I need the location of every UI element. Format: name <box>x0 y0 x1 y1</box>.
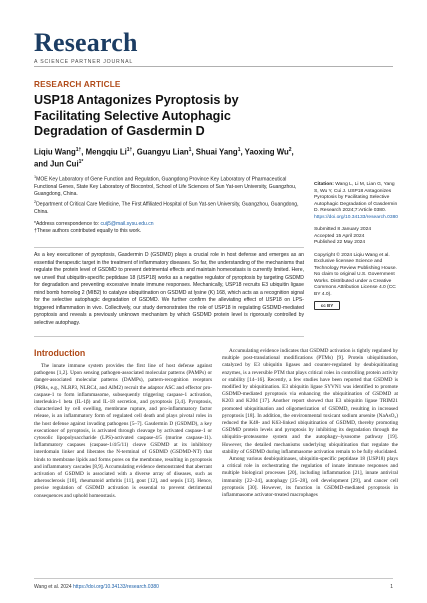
copyright-block <box>314 253 398 311</box>
author-affiliation-marker: 1* <box>78 159 84 166</box>
journal-name: Research <box>34 28 138 57</box>
footer-citation-prefix: Wang et al. 2024 <box>34 584 74 590</box>
author-affiliation-marker: 1 <box>188 146 192 153</box>
citation-doi-link[interactable]: https://doi.org/10.34133/research.0380 <box>314 214 399 220</box>
author-name: Liqiu Wang <box>34 147 76 157</box>
author-name: Yaoxing Wu <box>244 147 289 157</box>
submitted-date: Submitted 8 January 2024 <box>314 227 372 232</box>
author-name: Shuai Yang <box>195 147 238 157</box>
author-affiliation-marker: 1† <box>75 146 82 153</box>
affiliations <box>34 174 306 217</box>
footer-doi-link[interactable]: https://doi.org/10.34133/research.0380 <box>73 584 159 590</box>
abstract-top-divider <box>34 247 304 248</box>
article-sidebar <box>314 182 398 316</box>
correspondence-email-link[interactable]: cuij5@mail.sysu.edu.cn <box>100 220 154 227</box>
author-name: Guangyu Lian <box>136 147 189 157</box>
footer-divider <box>34 578 393 579</box>
author-list <box>34 145 306 170</box>
body-column-left <box>34 363 212 500</box>
abstract-bottom-divider <box>34 336 304 337</box>
author-name: Mengqiu Li <box>85 147 127 157</box>
article-type-label: RESEARCH ARTICLE <box>34 80 121 89</box>
article-title: USP18 Antagonizes Pyroptosis by Facilitating Selective Autophagic Degradation of Gasdermin D <box>34 93 239 138</box>
header-divider <box>34 66 393 67</box>
body-column-right <box>222 348 398 499</box>
affiliation-number: 1 <box>34 174 37 179</box>
body-paragraph: Accumulating evidence indicates that GSDMD activation is tightly regulated by multiple post-translational modifications (PTMs) [9]. Protein ubiquitination, catalyzed by E3 ubiquitin ligases and counter-regulated by deubiquitinating enzymes, is a reversible PTM that plays critical roles in controlling protein activity or stability [14–16]. Recently, a few studies have been reported that GSDMD is modified by ubiquitination. E3 ubiquitin ligase SYVN1 was identified to promote GSDMD-mediated pyroptosis via enhancing the ubiquitination of GSDMD at K203 and K204 [17]. Another report showed that E3 ubiquitin ligase TRIM21 promoted ubiquitination and oligomerization of GSDMD, resulting in increased pyroptosis [18]. In addition, the environmental toxicant sodium arsenite (NaAsO₂) reduced the K48- and K63-linked ubiquitination of GSDMD, thereby promoting GSDMD protein levels and pyroptosis by inhibiting its degradation through the ubiquitin–proteasome system and the autophagy–lysosome pathway [19]. However, the detailed mechanisms underlying ubiquitination that regulate the stability of GSDMD during inflammasome activation remain to be fully elucidated. <box>222 348 398 455</box>
affiliation-item <box>34 174 306 199</box>
correspondence-line <box>34 221 306 228</box>
section-heading-introduction: Introduction <box>34 348 86 358</box>
dates-block <box>314 227 398 247</box>
author-separator: , <box>81 147 84 157</box>
footer-citation <box>34 584 159 590</box>
citation-block <box>314 182 398 221</box>
cc-license-icon[interactable]: cc BY <box>314 301 340 310</box>
author-separator: , <box>291 147 294 157</box>
body-paragraph: Among various deubiquitinases, ubiquitin-specific peptidase 18 (USP18) plays a critical role in orchestrating the regulation of innate immune responses and multiple biological processes [20], including inflammation [21], innate antiviral immunity [22–24], autophagy [25–28], cell development [29], and cancer cell pyroptosis [30]. However, its function in GSDMD-mediated pyroptosis in inflammasome activator-treated macrophages <box>222 456 398 499</box>
abstract: As a key executioner of pyroptosis, Gasdermin D (GSDMD) plays a crucial role in host defense and emerges as an essential therapeutic target in the treatment of inflammatory diseases. So far, the understanding of the mechanisms that regulate the protein level of GSDMD to prevent detrimental effects and maintain homeostasis is currently limited. Here, we unveil that ubiquitin-specific peptidase 18 (USP18) works as a negative regulator of pyroptosis by targeting GSDMD for degradation and preventing excessive innate immune responses. Mechanically, USP18 recruits E3 ubiquitin ligase mind bomb homolog 2 (MIB2) to catalyze ubiquitination on GSDMD at lysine (K) 168, which acts as a recognition signal for the selective autophagic degradation of GSDMD. We further confirm the alleviating effect of USP18 on LPS-triggered inflammation in vivo. Collectively, our study demonstrates the role of USP18 in regulating GSDMD-mediated pyroptosis and reveals a previously unknown mechanism by which GSDMD protein level is rigorously controlled by selective autophagy. <box>34 252 304 326</box>
correspondence <box>34 221 306 235</box>
citation-label: Citation: <box>314 182 334 187</box>
author-separator: , <box>240 147 243 157</box>
published-date: Published 22 May 2024 <box>314 240 366 245</box>
article-header <box>34 93 306 235</box>
author-affiliation-marker: 1 <box>237 146 241 153</box>
author-name: and Jun Cui <box>34 159 79 169</box>
copyright-text: Copyright © 2024 Liqiu Wang et al. Exclusive licensee Science and Technology Review Publishing House. No claim to original U.S. Government Works. Distributed under a Creative Commons Attribution License 4.0 (CC BY 4.0). <box>314 252 397 297</box>
body-paragraph: The innate immune system provides the first line of host defense against pathogens [1,2]. Upon sensing pathogen-associated molecular patterns (PAMPs) or danger-associated molecular patterns (DAMPs), pattern-recognition receptors (PRRs, e.g., NLRP3, NLRC4, and AIM2) recruit the adaptor ASC and effector pro-caspase-1 to form inflammasome, subsequently triggering caspase-1 activation, interleukin-1 beta (IL-1β) and IL-18 secretion, and pyroptosis [3,4]. Pyroptosis, characterized by cell swelling, membrane rupture, and pro-inflammatory factor release, is an inflammatory form of regulated cell death and plays pivotal roles in the host defense against invading pathogens [5–7]. Gasdermin D (GSDMD), a key executioner of pyroptosis, is activated through cleavage by activated caspase-1 or cytosolic lipopolysaccharide (LPS)-activated caspase-4/5 (murine caspase-11). Inflammatory caspases (caspase-1/4/5/11) cleave GSDMD at its inhibitory interdomain linker and liberates the N-terminal of GSDMD (GSDMD-NT) that binds to membrane lipids and forms pores on the membrane, resulting in pyroptosis and inflammatory cascades [8,9]. Accumulating evidence demonstrated that aberrant activation of GSDMD is associated with a diverse array of diseases, such as atherosclerosis [10], rheumatoid arthritis [11], gout [12], and sepsis [13]. Hence, precise regulation of GSDMD activation is essential to prevent detrimental consequences and uphold homeostasis. <box>34 363 212 499</box>
accepted-date: Accepted 15 April 2024 <box>314 233 365 239</box>
author-separator: , <box>132 147 135 157</box>
journal-brand <box>34 30 138 65</box>
affiliation-number: 2 <box>34 199 37 204</box>
citation-text: Wang L, Li M, Lian G, Yang S, Wu Y, Cui J. USP18 Antagonizes Pyroptosis by Facilitating Selective Autophagic Degradation of Gasdermin D. Research 2024;7:Article 0380. <box>314 182 398 213</box>
author-affiliation-marker: 2 <box>288 146 292 153</box>
correspondence-prefix: *Address correspondence to: <box>34 220 101 227</box>
affiliation-text: MOE Key Laboratory of Gene Function and Regulation, Guangdong Province Key Laboratory of Pharmaceutical Functional Genes, State Key Laboratory of Biocontrol, School of Life Sciences of Sun Yat-sen University, Guangzhou, Guangdong, China. <box>34 176 297 198</box>
page-number: 1 <box>390 584 393 590</box>
author-affiliation-marker: 1† <box>126 146 133 153</box>
journal-tagline: A SCIENCE PARTNER JOURNAL <box>34 59 134 65</box>
author-separator: , <box>191 147 194 157</box>
equal-contribution-note: †These authors contributed equally to this work. <box>34 227 142 234</box>
affiliation-item <box>34 199 306 217</box>
affiliation-text: Department of Critical Care Medicine, The First Affiliated Hospital of Sun Yat-sen University, Guangzhou, Guangdong, China. <box>34 201 299 216</box>
